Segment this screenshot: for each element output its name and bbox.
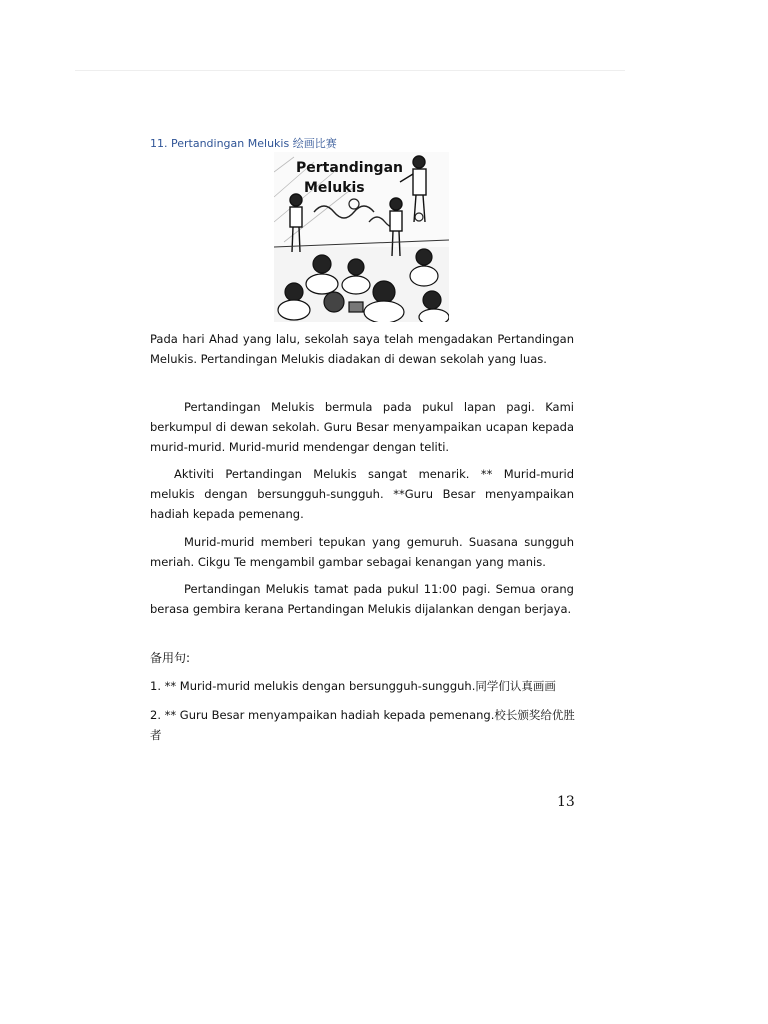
paragraph-1: Pada hari Ahad yang lalu, sekolah saya telah mengadakan Pertandingan Melukis. Pertandingan Melukis diadakan di dewan sekolah yang luas. xyxy=(150,332,574,366)
svg-text:Melukis: Melukis xyxy=(304,180,365,196)
page-number: 13 xyxy=(557,794,575,810)
paragraph-3: Aktiviti Pertandingan Melukis sangat menarik. ** Murid-murid melukis dengan bersungguh-sungguh. **Guru Besar menyampaikan hadiah kepada pemenang. xyxy=(150,467,574,521)
alternate-sentence-1: 1. ** Murid-murid melukis dengan bersungguh-sungguh.同学们认真画画 xyxy=(150,679,556,693)
paragraph-2: Pertandingan Melukis bermula pada pukul lapan pagi. Kami berkumpul di dewan sekolah. Guru Besar menyampaikan ucapan kepada murid-murid. Murid-murid mendengar dengan teliti. xyxy=(150,400,574,454)
competition-illustration xyxy=(274,152,449,322)
paragraph-5: Pertandingan Melukis tamat pada pukul 11:00 pagi. Semua orang berasa gembira kerana Pertandingan Melukis dijalankan dengan berjaya. xyxy=(150,582,574,616)
paragraph-4: Murid-murid memberi tepukan yang gemuruh. Suasana sungguh meriah. Cikgu Te mengambil gambar sebagai kenangan yang manis. xyxy=(150,535,574,569)
section-heading: 11. Pertandingan Melukis 绘画比赛 xyxy=(150,137,337,150)
alternate-sentence-2: 2. ** Guru Besar menyampaikan hadiah kepada pemenang.校长颁奖给优胜者 xyxy=(150,708,575,742)
alternate-sentences-label: 备用句: xyxy=(150,651,191,665)
svg-text:Pertandingan: Pertandingan xyxy=(296,160,403,176)
top-divider xyxy=(75,70,625,71)
